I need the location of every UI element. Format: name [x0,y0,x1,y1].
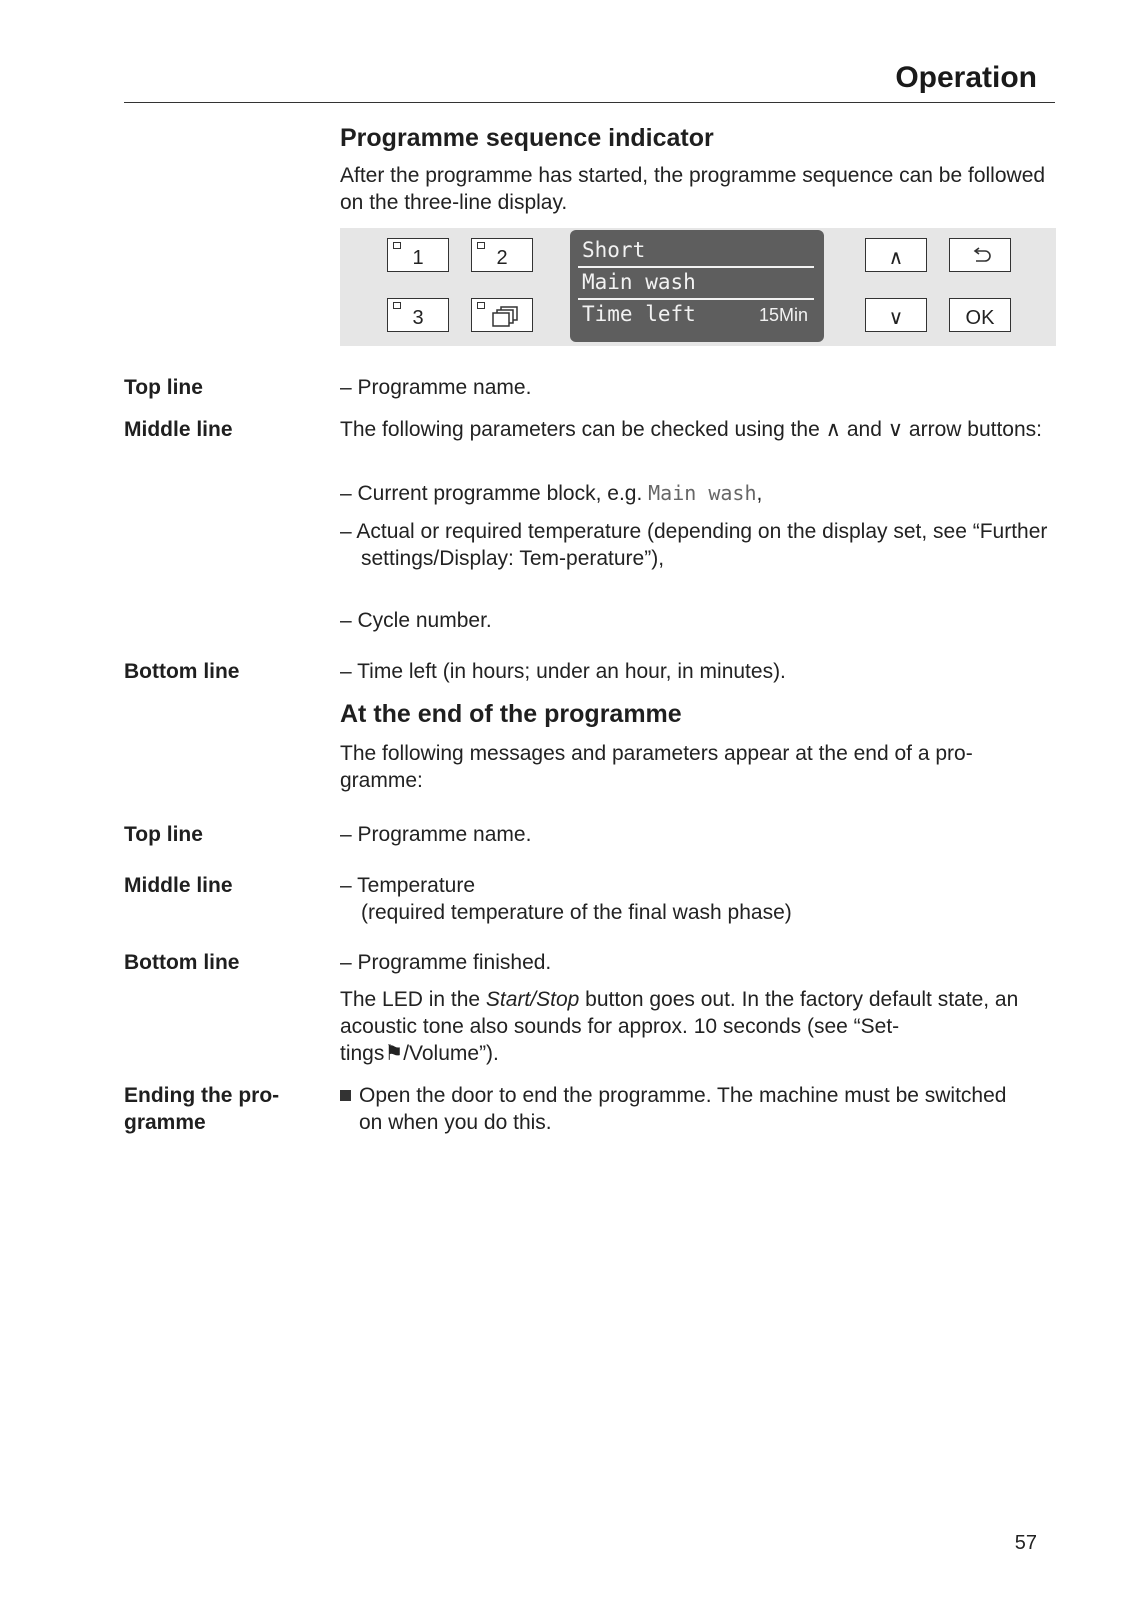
section-intro-end: The following messages and parameters appear at the end of a pro-gramme: [340,742,973,792]
display-time-left-label: Time left [582,302,696,326]
text-middle-line-intro: The following parameters can be checked using the ∧ and ∨ arrow buttons: [340,418,1042,441]
list-item-cycle-number: – Cycle number. [340,609,492,632]
label-ending-programme: Ending the pro-gramme [124,1084,280,1134]
text-middle-line-detail: (required temperature of the final wash phase) [361,901,792,924]
arrow-down-icon: ∨ [888,307,904,329]
text-bottom-line: – Time left (in hours; under an hour, in minutes). [340,660,786,683]
label-top-line: Top line [124,823,203,846]
arrow-down-button[interactable] [865,298,927,332]
section-heading-sequence: Programme sequence indicator [340,124,714,152]
back-icon [970,247,992,265]
control-panel [340,228,1056,346]
programme-button-1[interactable]: 1 [387,238,449,272]
bullet-icon [340,1090,351,1101]
page-number: 57 [1014,1532,1037,1554]
led-indicator [477,302,485,309]
list-item-temperature: – Actual or required temperature (depending on the display set, see “Further settings/Display: Tem-perature”), [340,520,1048,570]
three-line-display [570,230,824,342]
programme-list-icon [492,306,520,328]
text-middle-line: – Temperature [340,874,476,897]
section-intro-sequence: After the programme has started, the programme sequence can be followed on the three-line display. [340,164,1046,214]
list-item-programme-block: – Current programme block, e.g. Main wash, [340,481,763,505]
led-note: The LED in the Start/Stop button goes out. In the factory default state, an acoustic tone also sounds for approx. 10 seconds (see “Set-tings⚑/Volume”). [340,988,1019,1065]
page-header-title: Operation [895,61,1037,94]
programme-button-3[interactable]: 3 [387,298,449,332]
label-bottom-line: Bottom line [124,660,240,683]
display-line-middle: Main wash [582,270,696,294]
ok-button[interactable]: OK [949,298,1011,332]
header-rule [124,102,1055,103]
label-top-line: Top line [124,376,203,399]
text-bottom-line: – Programme finished. [340,951,552,974]
programme-button-2[interactable]: 2 [471,238,533,272]
text-top-line: – Programme name. [340,376,532,399]
arrow-down-icon: ∨ [887,418,904,441]
label-bottom-line: Bottom line [124,951,240,974]
back-button[interactable] [949,238,1011,272]
arrow-up-button[interactable] [865,238,927,272]
arrow-up-icon: ∧ [825,418,841,441]
display-line-top: Short [582,238,646,262]
text-top-line: – Programme name. [340,823,532,846]
section-heading-end: At the end of the programme [340,700,682,728]
label-middle-line: Middle line [124,418,233,441]
programme-list-button[interactable] [471,298,533,332]
display-line-bottom [578,300,814,328]
arrow-up-icon: ∧ [888,247,904,269]
flag-icon: ⚑ [384,1042,404,1065]
display-time-left-value: 15Min [758,305,808,325]
instruction-ending-programme: Open the door to end the programme. The machine must be switched on when you do this. [340,1082,1019,1136]
label-middle-line: Middle line [124,874,233,897]
